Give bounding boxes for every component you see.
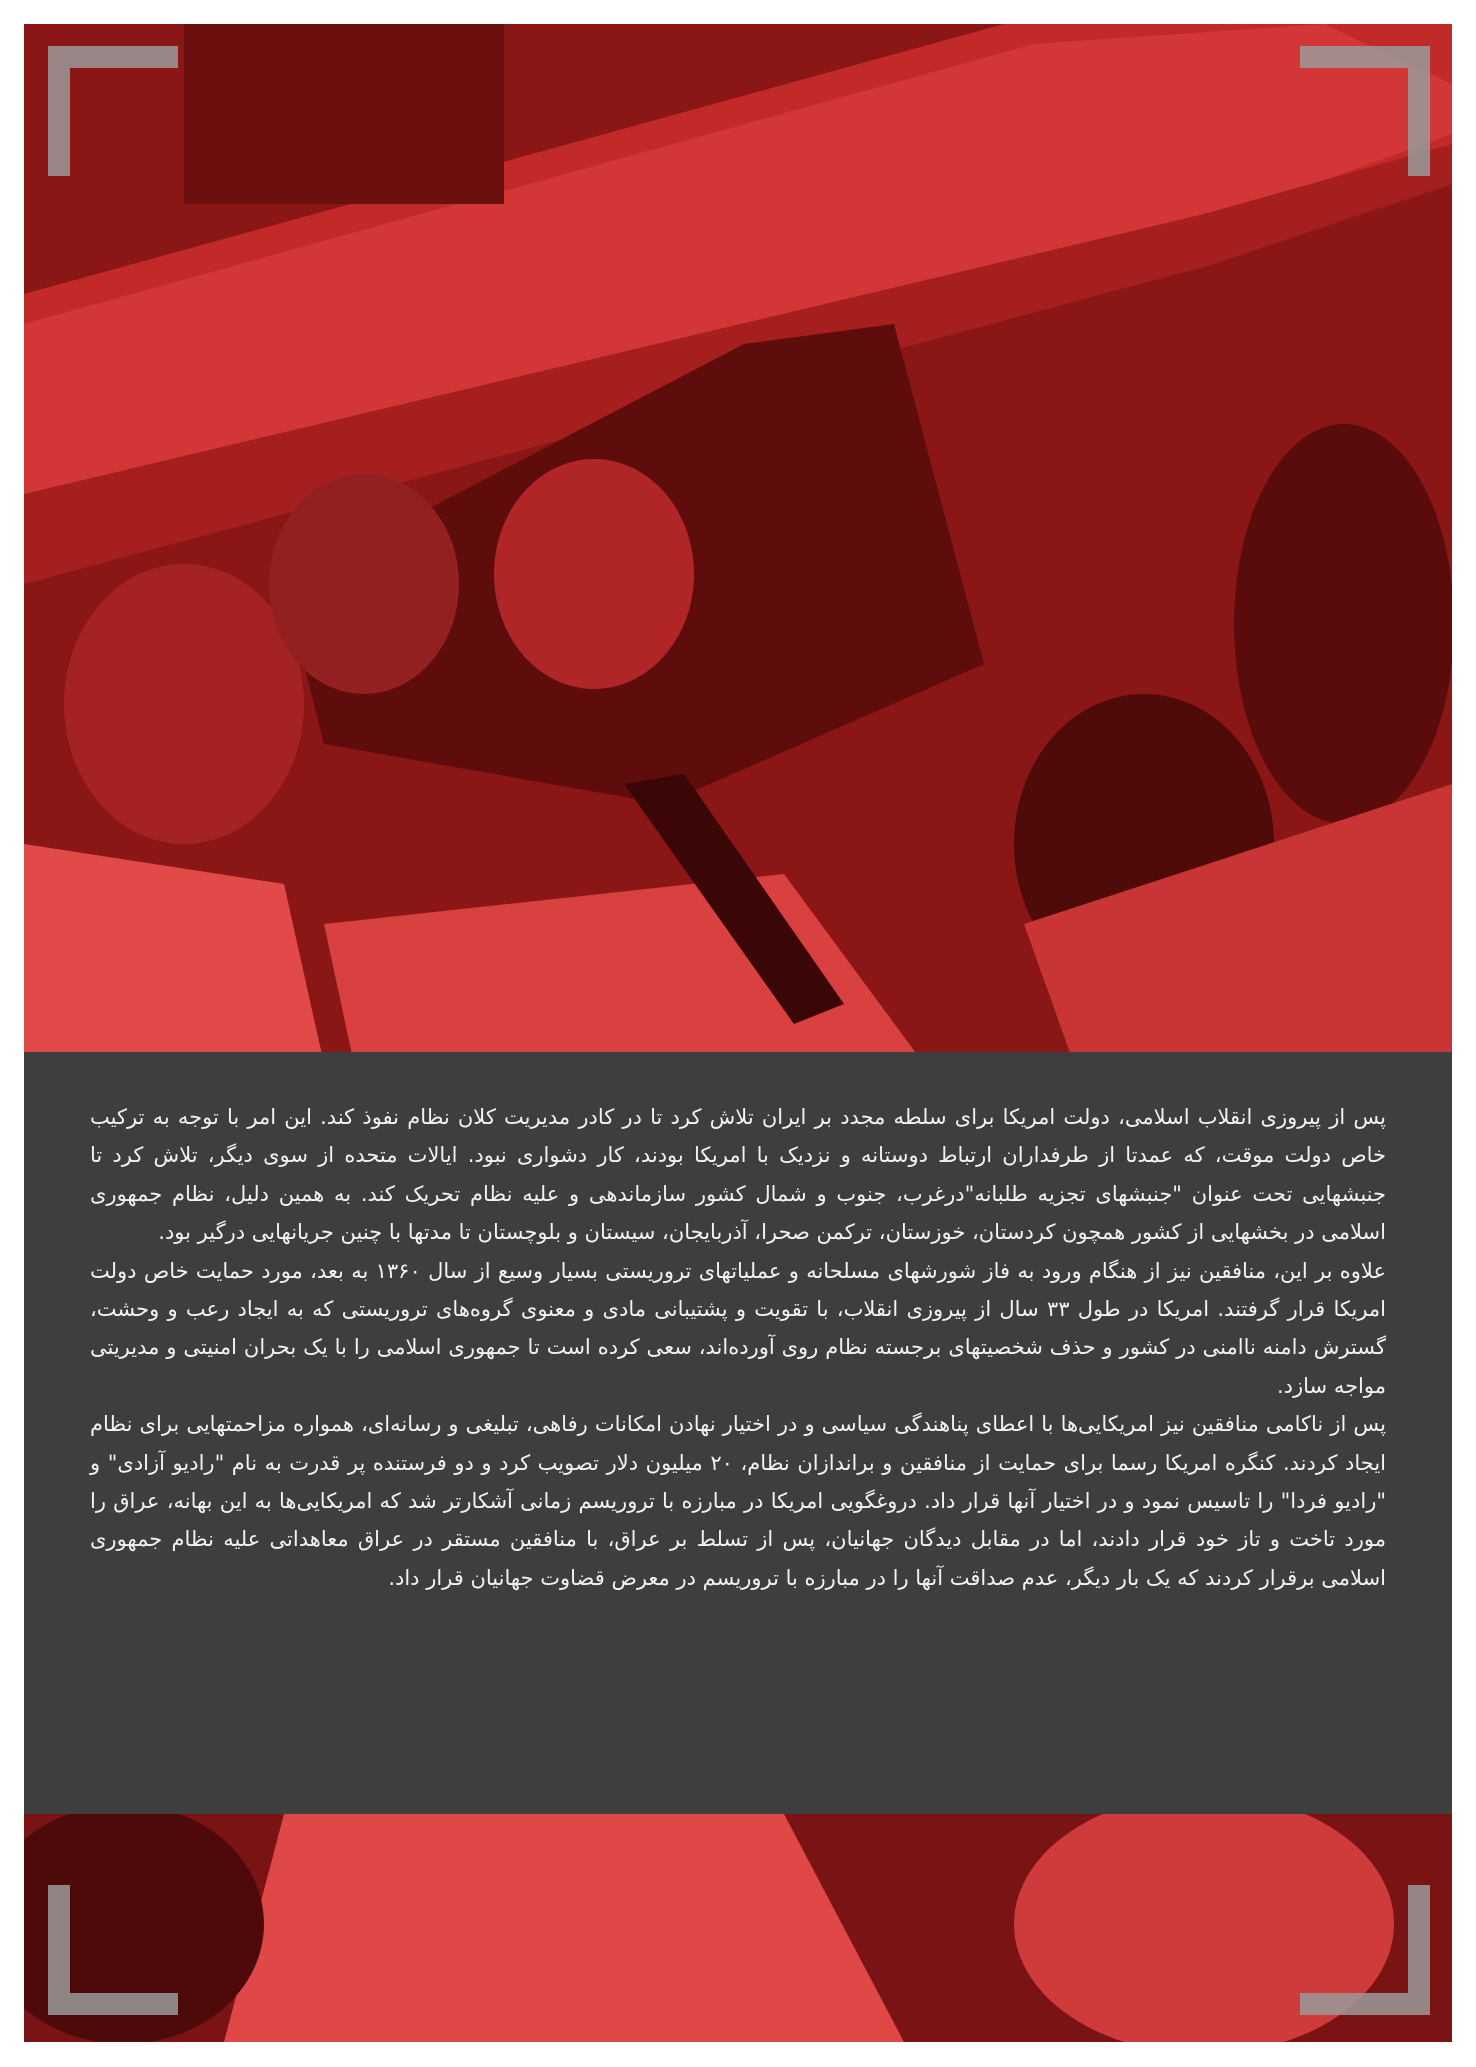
article-paragraph: پس از ناکامی منافقین نیز امریکایی‌ها با اعطای پناهندگی سیاسی و در اختیار نهادن امکانات رفاهی، تبلیغی و رسانه‌ای، همواره مزاحمتهایی برای نظام ایجاد کردند. کنگره امریکا رسما برای حمایت از منافقین و براندازان نظام، ۲۰ میلیون دلار تصویب کرد و دو فرستنده پر قدرت به نام "رادیو آزادی" و "رادیو فردا" را تاسیس نمود و در اختیار آنها قرار داد. دروغگویی امریکا در مبارزه با تروریسم زمانی آشکارتر شد که امریکایی‌ها به این بهانه، عراق را مورد تاخت و تاز خود قرار دادند، اما در مقابل دیدگان جهانیان، پس از تسلط بر عراق، با منافقین مستقر در عراق معاهداتی علیه نظام جمهوری اسلامی برقرار کردند که یک بار دیگر، عدم صداقت آنها را در مبارزه با تروریسم در معرض قضاوت جهانیان قرار داد. [90, 1412, 1387, 1590]
article-body [90, 1098, 1386, 1597]
corner-bracket-bottom-right [1300, 1885, 1430, 2015]
corner-bracket-top-left [48, 46, 178, 176]
corner-bracket-top-right [1300, 46, 1430, 176]
corner-bracket-bottom-left [48, 1885, 178, 2015]
article-paragraph: علاوه بر این، منافقین نیز از هنگام ورود به فاز شورشهای مسلحانه و عملیاتهای تروریستی بسیار وسیع از سال ۱۳۶۰ به بعد، مورد حمایت خاص دولت امریکا قرار گرفتند. امریکا در طول ۳۳ سال از پیروزی انقلاب، با تقویت و پشتیبانی مادی و معنوی گروه‌های تروریستی که به ایجاد رعب و وحشت، گسترش دامنه ناامنی در کشور و حذف شخصیتهای برجسته نظام روی آورده‌اند، سعی کرده است تا جمهوری اسلامی را با یک بحران امنیتی و مدیریتی مواجه سازد. [90, 1258, 1386, 1398]
article-paragraph: پس از پیروزی انقلاب اسلامی، دولت امریکا برای سلطه مجدد بر ایران تلاش کرد تا در کادر مدیریت کلان نظام نفوذ کند. این امر با توجه به ترکیب خاص دولت موقت، که عمدتا از طرفداران ارتباط دوستانه و نزدیک با امریکا بودند، کار دشواری نبود. ایالات متحده از سوی دیگر، تلاش کرد تا جنبشهایی تحت عنوان "جنبشهای تجزیه طلبانه"درغرب، جنوب و شمال کشور سازماندهی و علیه نظام تحریک کند. به همین دلیل، نظام جمهوری اسلامی در بخشهایی از کشور همچون کردستان، خوزستان، ترکمن صحرا، آذربایجان، سیستان و بلوچستان تا مدتها با چنین جریانهایی درگیر بود. [90, 1105, 1386, 1245]
article-panel [24, 1052, 1452, 1814]
